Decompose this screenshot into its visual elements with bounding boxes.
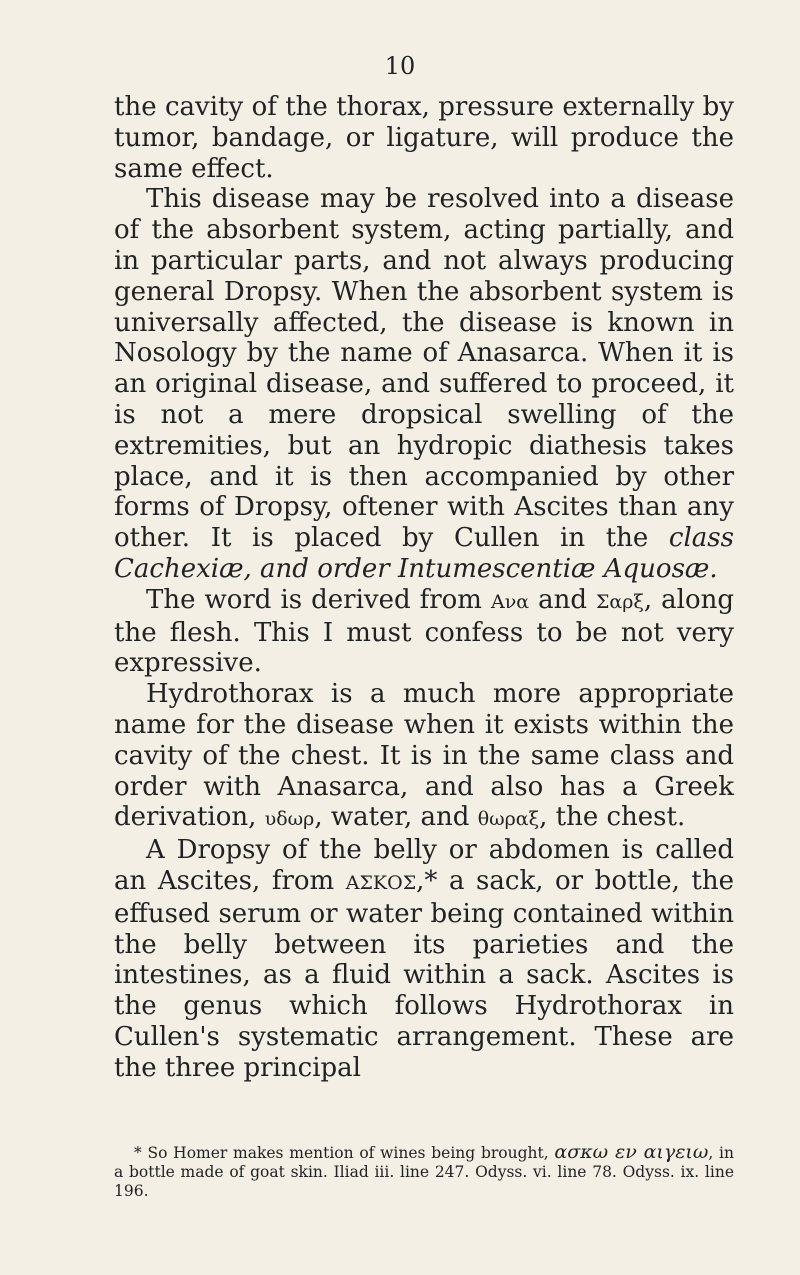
paragraph-4 bbox=[114, 679, 734, 835]
paragraph-2-text: This disease may be resolved into a disease of the absorbent system, acting partially, and in particular parts, and not always producing general Dropsy. When the absorbent system is universally affected, the disease is known in Nosology by the name of Anasarca. When it is an original disease, and suffered to proceed, it is not a mere dropsical swelling of the extremities, but an hydropic diathesis takes place, and it is then accompanied by other forms of Dropsy, oftener with Ascites than any other. It is placed by Cullen in the bbox=[114, 184, 734, 554]
paragraph-5 bbox=[114, 835, 734, 1083]
greek-word-ana: Ανα bbox=[490, 590, 530, 613]
paragraph-2 bbox=[114, 184, 734, 584]
paragraph-5-pre: A Dropsy of the belly or abdomen is called an Ascites, from bbox=[114, 835, 734, 896]
greek-word-askos: ΑΣΚΟΣ bbox=[345, 871, 417, 894]
body-text bbox=[114, 92, 734, 1084]
footnote-greek: ασκω εν αιγειω bbox=[554, 1141, 709, 1163]
classification-italic: class Cachexiæ, and order Intumescentiæ Aquosæ. bbox=[114, 523, 734, 584]
greek-word-hydor: υδωρ bbox=[264, 808, 315, 831]
paragraph-3-post: , along the flesh. This I must confess to be not very expressive. bbox=[114, 584, 734, 679]
greek-word-sarx: Σαρξ bbox=[595, 590, 644, 613]
footnote bbox=[114, 1143, 734, 1201]
footnote-post: , in a bottle made of goat skin. Iliad iii. line 247. Odyss. vi. line 78. Odyss. ix. line 196. bbox=[114, 1144, 734, 1200]
paragraph-5-post: ,* a sack, or bottle, the effused serum or water being contained within the belly between its parieties and the intestines, as a fluid within a sack. Ascites is the genus which follows Hydrothorax in Cullen's systematic arrangement. These are the three principal bbox=[114, 865, 734, 1083]
paragraph-3 bbox=[114, 585, 734, 679]
paragraph-4-pre: Hydrothorax is a much more appropriate name for the disease when it exists within the cavity of the chest. It is in the same class and order with Anasarca, and also has a Greek derivation, bbox=[114, 679, 734, 833]
paragraph-4-post: , the chest. bbox=[539, 802, 686, 833]
page-number: 10 bbox=[384, 52, 416, 80]
paragraph-1: the cavity of the thorax, pressure externally by tumor, bandage, or ligature, will produce the same effect. bbox=[114, 92, 734, 184]
paragraph-3-pre: The word is derived from bbox=[146, 584, 491, 615]
paragraph-4-mid: , water, and bbox=[314, 802, 478, 833]
footnote-pre: * So Homer makes mention of wines being brought, bbox=[134, 1144, 555, 1162]
paragraph-3-mid: and bbox=[529, 584, 596, 615]
greek-word-thorax: θωραξ bbox=[477, 808, 540, 831]
